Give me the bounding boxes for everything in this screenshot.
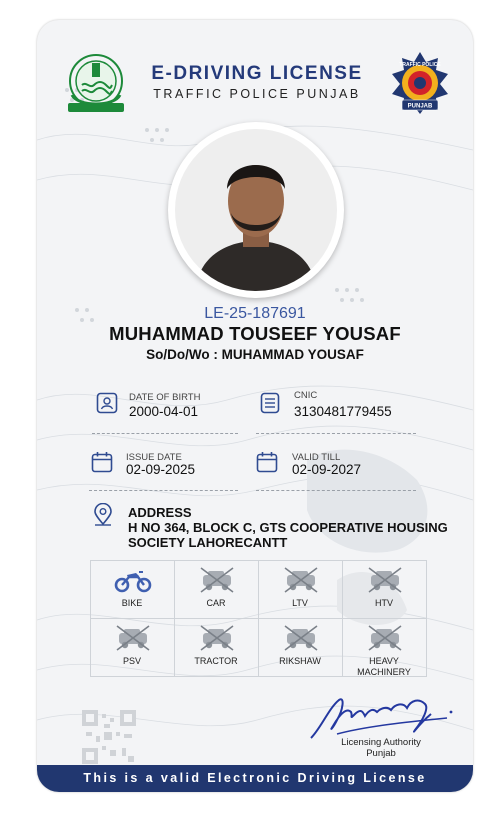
vehicle-label: CAR <box>206 598 226 608</box>
vehicle-cell <box>342 560 426 618</box>
card-subtitle: TRAFFIC POLICE PUNJAB <box>153 87 361 101</box>
divider <box>89 490 238 491</box>
authority-line-2: Punjab <box>366 748 396 759</box>
vehicle-cell <box>90 618 174 676</box>
vehicle-label: RIKSHAW <box>279 656 321 666</box>
vehicle-label: LTV <box>292 598 308 608</box>
address-value: H NO 364, BLOCK C, GTS COOPERATIVE HOUSING SOCIETY LAHORECANTT <box>128 520 448 550</box>
license-number: LE-25-187691 <box>204 305 306 322</box>
authority-line-1: Licensing Authority <box>341 737 421 748</box>
license-card <box>37 20 473 792</box>
footer-banner: This is a valid Electronic Driving License <box>37 765 473 792</box>
valid-till-value: 02-09-2027 <box>292 462 362 477</box>
badge-top-text: TRAFFIC POLICE <box>399 62 441 68</box>
vehicle-cell <box>90 560 174 618</box>
vehicle-label: HTV <box>375 598 393 608</box>
cnic-label: CNIC <box>294 390 318 401</box>
vehicle-disabled-icon <box>282 566 320 594</box>
issue-date-value: 02-09-2025 <box>126 462 196 477</box>
document-icon <box>260 392 280 414</box>
vehicle-disabled-icon <box>282 624 320 652</box>
holder-relation: So/Do/Wo : MUHAMMAD YOUSAF <box>146 347 364 362</box>
motorbike-icon <box>114 566 152 594</box>
punjab-government-logo <box>58 51 134 115</box>
divider <box>92 433 238 434</box>
portrait-image <box>175 129 337 291</box>
vehicle-label: HEAVY MACHINERY <box>357 656 411 677</box>
vehicle-label: TRACTOR <box>194 656 238 666</box>
dob-label: DATE OF BIRTH <box>129 392 201 403</box>
card-title: E-DRIVING LICENSE <box>151 63 363 84</box>
address-label: ADDRESS <box>128 505 192 520</box>
cnic-value: 3130481779455 <box>294 404 392 419</box>
licensing-authority-caption <box>321 737 441 759</box>
dob-value: 2000-04-01 <box>129 404 199 419</box>
vehicle-disabled-icon <box>198 624 236 652</box>
divider <box>256 433 416 434</box>
vehicle-label: PSV <box>122 656 141 666</box>
divider <box>256 490 416 491</box>
vehicle-disabled-icon <box>366 566 404 594</box>
vehicle-disabled-icon <box>366 624 404 652</box>
vehicle-cell <box>342 618 426 676</box>
qr-code <box>82 710 136 764</box>
calendar-icon <box>91 451 113 473</box>
vehicle-cell <box>258 618 342 676</box>
vehicle-label: BIKE <box>121 598 143 608</box>
valid-till-label: VALID TILL <box>292 452 341 463</box>
location-pin-icon <box>92 503 114 527</box>
holder-name: MUHAMMAD TOUSEEF YOUSAF <box>109 323 401 344</box>
calendar-icon <box>256 451 278 473</box>
vehicle-disabled-icon <box>198 566 236 594</box>
vehicle-cell <box>174 618 258 676</box>
vehicle-disabled-icon <box>114 624 152 652</box>
traffic-police-badge-logo <box>390 50 450 116</box>
vehicle-cell <box>174 560 258 618</box>
badge-bottom-text: PUNJAB <box>407 103 433 110</box>
issue-date-label: ISSUE DATE <box>126 452 182 463</box>
vehicle-cell <box>258 560 342 618</box>
id-card-icon <box>96 392 118 414</box>
vehicle-category-grid <box>90 560 427 677</box>
holder-photo <box>168 122 344 298</box>
